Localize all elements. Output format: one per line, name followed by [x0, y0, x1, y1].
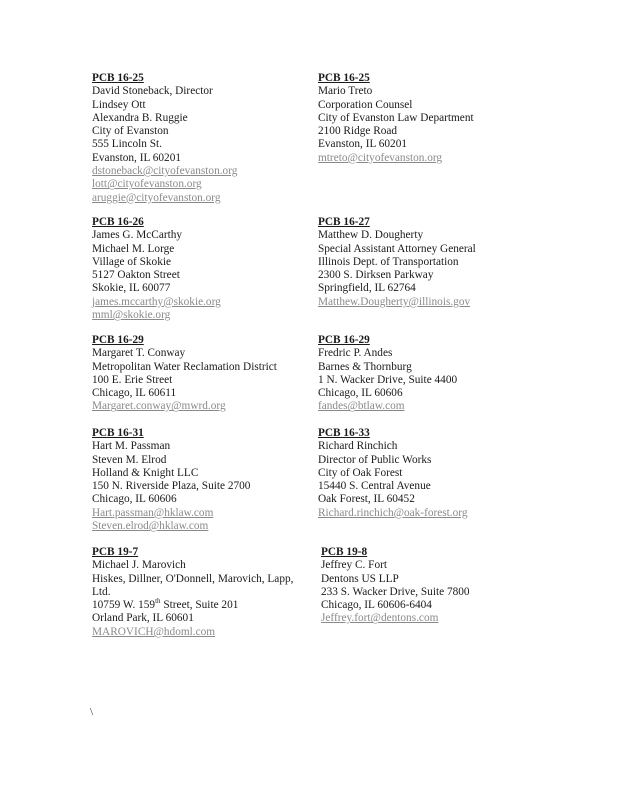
contact-line: Evanston, IL 60201	[318, 138, 408, 151]
contact-line: Richard Rinchich	[318, 440, 398, 453]
contact-line: 555 Lincoln St.	[92, 138, 162, 151]
contact-line: Mario Treto	[318, 85, 373, 98]
contact-line: Michael M. Lorge	[92, 242, 175, 255]
service-entry	[318, 427, 467, 520]
contact-line: Alexandra B. Ruggie	[92, 111, 188, 124]
contact-line: 233 S. Wacker Drive, Suite 7800	[321, 585, 470, 598]
contact-line: Springfield, IL 62764	[318, 282, 416, 295]
service-entry	[318, 216, 476, 309]
email-link[interactable]: lott@cityofevanston.org	[92, 178, 202, 191]
contact-line: Lindsey Ott	[92, 98, 146, 111]
contact-line: Barnes & Thornburg	[318, 360, 412, 373]
contact-line: Hart M. Passman	[92, 440, 171, 453]
case-number: PCB 16-27	[318, 216, 370, 228]
street-address: 10759 W. 159th Street, Suite 201	[92, 597, 239, 612]
case-number: PCB 16-31	[92, 427, 144, 439]
contact-line: Oak Forest, IL 60452	[318, 493, 415, 506]
case-number: PCB 19-8	[321, 546, 368, 558]
contact-line: Jeffrey C. Fort	[321, 559, 387, 572]
contact-line: 2300 S. Dirksen Parkway	[318, 269, 434, 282]
email-link[interactable]: james.mccarthy@skokie.org	[92, 295, 221, 308]
case-number: PCB 19-7	[92, 546, 139, 558]
contact-line: Corporation Counsel	[318, 98, 413, 111]
email-link[interactable]: mml@skokie.org	[92, 309, 171, 322]
contact-line: Steven M. Elrod	[92, 453, 167, 466]
case-number: PCB 16-29	[318, 334, 370, 346]
case-number: PCB 16-26	[92, 216, 144, 228]
contact-line: Chicago, IL 60606-6404	[321, 599, 432, 612]
contact-line: James G. McCarthy	[92, 229, 183, 242]
contact-line: David Stoneback, Director	[92, 85, 213, 98]
service-entry	[92, 427, 250, 533]
contact-line: Holland & Knight LLC	[92, 466, 199, 479]
contact-line: Metropolitan Water Reclamation District	[92, 360, 277, 373]
contact-line: Evanston, IL 60201	[92, 151, 182, 164]
contact-line: Director of Public Works	[318, 453, 432, 466]
case-number: PCB 16-29	[92, 334, 144, 346]
email-link[interactable]: Hart.passman@hklaw.com	[92, 506, 214, 519]
service-entry	[92, 334, 277, 414]
contact-line: 1 N. Wacker Drive, Suite 4400	[318, 373, 458, 386]
contact-line: Chicago, IL 60606	[92, 493, 177, 506]
service-entry	[92, 546, 302, 639]
contact-line: 150 N. Riverside Plaza, Suite 2700	[92, 480, 251, 493]
email-link[interactable]: MAROVICH@hdoml.com	[92, 625, 216, 638]
contact-line: 15440 S. Central Avenue	[318, 480, 431, 493]
contact-line: Skokie, IL 60077	[92, 282, 171, 295]
email-link[interactable]: Jeffrey.fort@dentons.com	[321, 612, 439, 625]
email-link[interactable]: dstoneback@cityofevanston.org	[92, 165, 238, 178]
service-entry	[318, 334, 457, 414]
email-link[interactable]: mtreto@cityofevanston.org	[318, 151, 443, 164]
email-link[interactable]: aruggie@cityofevanston.org	[92, 191, 221, 204]
contact-line: 100 E. Erie Street	[92, 373, 173, 386]
email-link[interactable]: Margaret.conway@mwrd.org	[92, 400, 226, 413]
contact-line: Matthew D. Dougherty	[318, 229, 424, 242]
contact-line: City of Evanston Law Department	[318, 111, 474, 124]
email-link[interactable]: Richard.rinchich@oak-forest.org	[318, 506, 468, 519]
email-link[interactable]: fandes@btlaw.com	[318, 400, 405, 413]
service-entry	[321, 546, 470, 626]
contact-line: 5127 Oakton Street	[92, 269, 180, 282]
contact-line: 2100 Ridge Road	[318, 125, 398, 138]
contact-line: Village of Skokie	[92, 255, 172, 268]
service-entry	[92, 216, 221, 322]
case-number: PCB 16-25	[92, 72, 144, 84]
email-link[interactable]: Steven.elrod@hklaw.com	[92, 520, 209, 533]
contact-line: Chicago, IL 60606	[318, 387, 403, 400]
contact-line: Hiskes, Dillner, O'Donnell, Marovich, Lapp, Ltd.	[92, 572, 294, 598]
email-link[interactable]: Matthew.Dougherty@illinois.gov	[318, 295, 471, 308]
contact-line: Fredric P. Andes	[318, 347, 393, 360]
service-entry	[92, 72, 237, 205]
contact-line: Orland Park, IL 60601	[92, 612, 194, 625]
case-number: PCB 16-33	[318, 427, 370, 439]
stray-mark: \	[90, 706, 94, 718]
contact-line: Chicago, IL 60611	[92, 387, 177, 400]
case-number: PCB 16-25	[318, 72, 370, 84]
contact-line: Special Assistant Attorney General	[318, 242, 476, 255]
contact-line: City of Evanston	[92, 125, 169, 138]
contact-line: Michael J. Marovich	[92, 559, 186, 572]
contact-line: Margaret T. Conway	[92, 347, 186, 360]
contact-line: City of Oak Forest	[318, 466, 403, 479]
contact-line: Dentons US LLP	[321, 572, 399, 585]
service-entry	[318, 72, 474, 165]
contact-line: Illinois Dept. of Transportation	[318, 255, 459, 268]
